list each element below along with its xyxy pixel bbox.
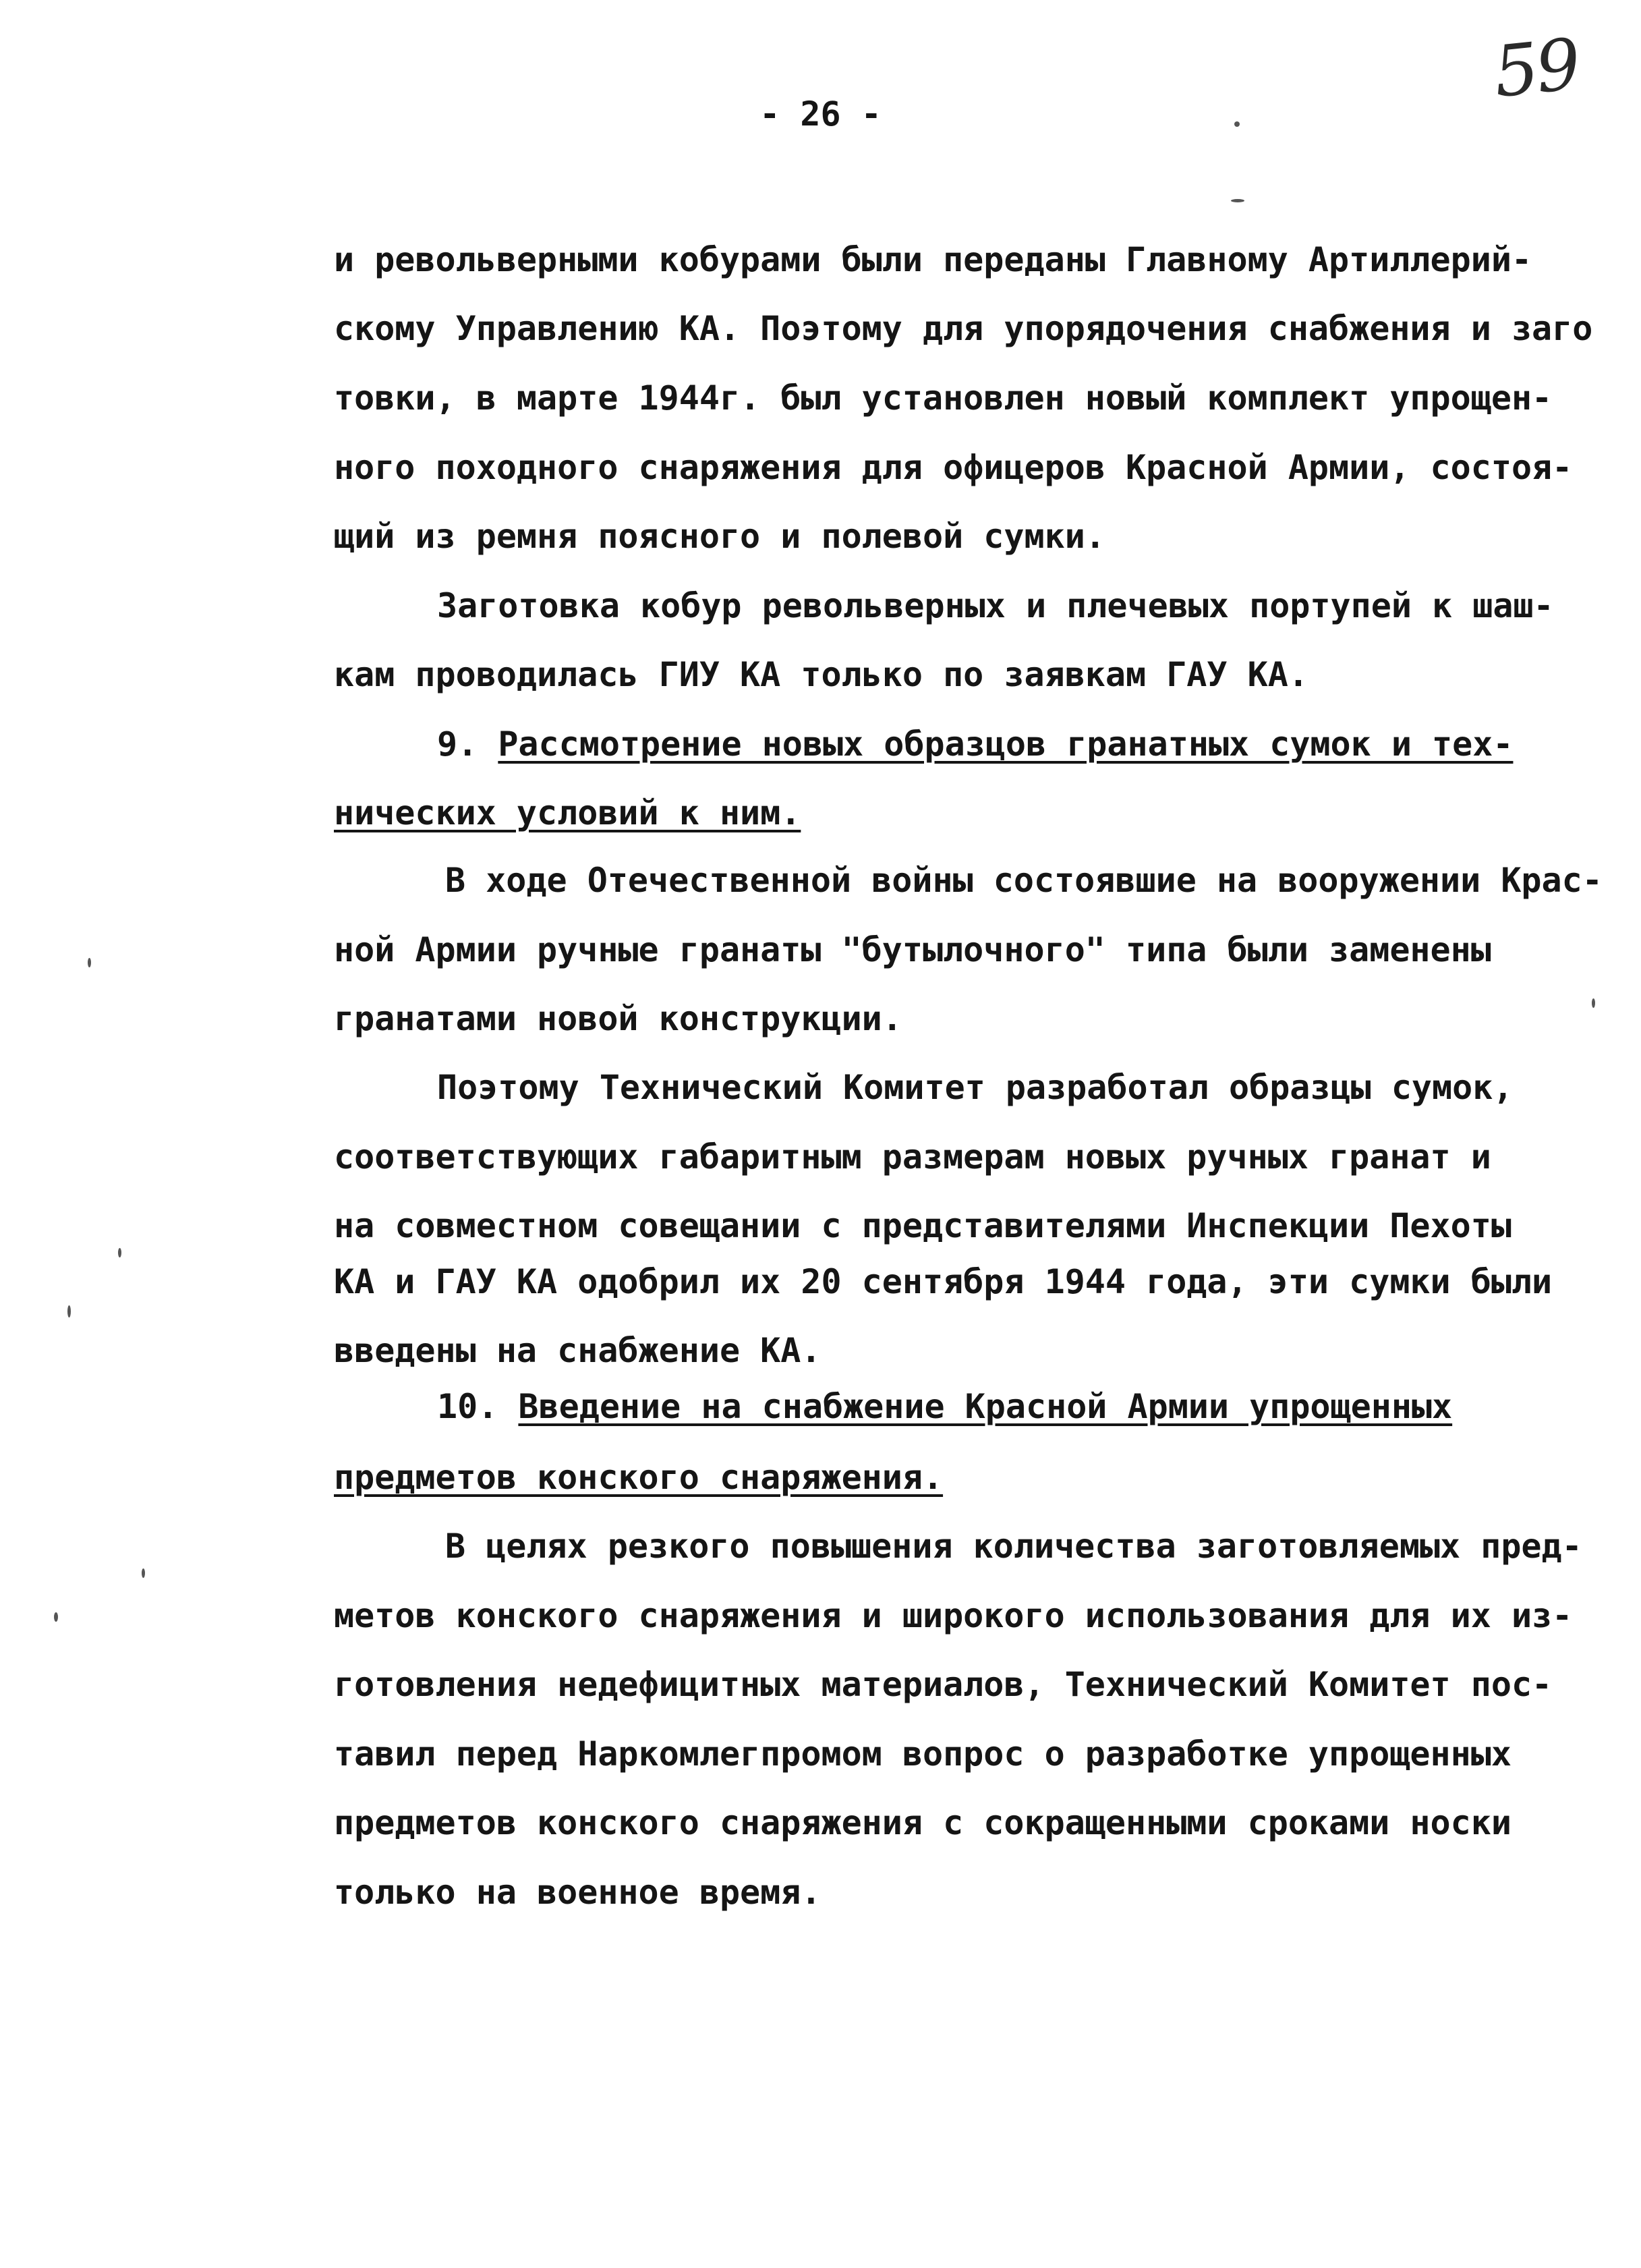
scan-speck [118, 1248, 121, 1257]
text-line: соответствующих габаритным размерам новых ручных гранат и [334, 1137, 1491, 1176]
section-9-heading [437, 724, 1513, 764]
scan-speck [54, 1612, 58, 1622]
text-line: В ходе Отечественной войны состоявшие на вооружении Крас- [445, 861, 1603, 900]
scan-speck [1592, 998, 1595, 1008]
section-9-title-continued: нических условий к ним. [334, 793, 801, 832]
text-line: Поэтому Технический Комитет разработал образцы сумок, [437, 1068, 1514, 1107]
text-line: тавил перед Наркомлегпромом вопрос о разработке упрощенных [334, 1734, 1512, 1774]
section-10-title-continued: предметов конского снаряжения. [334, 1458, 944, 1497]
text-line: ной Армии ручные гранаты "бутылочного" типа были заменены [334, 930, 1491, 969]
scan-speck [88, 958, 91, 967]
section-10-heading [437, 1386, 1452, 1427]
text-line: введены на снабжение КА. [334, 1331, 822, 1370]
text-line: В целях резкого повышения количества заготовляемых пред- [445, 1527, 1582, 1566]
text-line: КА и ГАУ КА одобрил их 20 сентября 1944 года, эти сумки были [334, 1262, 1553, 1301]
text-line: гранатами новой конструкции. [334, 999, 902, 1038]
text-line: предметов конского снаряжения с сокращенными сроками носки [334, 1803, 1512, 1842]
text-line: товки, в марте 1944г. был установлен новый комплект упрощен- [334, 378, 1553, 418]
text-line: на совместном совещании с представителями Инспекции Пехоты [334, 1206, 1512, 1245]
text-line: скому Управлению КА. Поэтому для упорядочения снабжения и заго [334, 309, 1593, 348]
section-9-number: 9. [437, 725, 478, 764]
scan-speck [1234, 121, 1240, 127]
text-line: Заготовка кобур револьверных и плечевых портупей к шаш- [437, 586, 1554, 625]
text-line: только на военное время. [334, 1873, 822, 1912]
scan-speck [1231, 199, 1244, 202]
scan-speck [67, 1305, 71, 1317]
page-number: - 26 - [759, 94, 882, 134]
scan-speck [142, 1568, 145, 1578]
section-10-title: Введение на снабжение Красной Армии упрощенных [518, 1387, 1453, 1426]
section-9-title: Рассмотрение новых образцов гранатных сумок и тех- [498, 725, 1514, 764]
text-line: кам проводилась ГИУ КА только по заявкам ГАУ КА. [334, 655, 1308, 694]
section-10-number: 10. [437, 1387, 498, 1426]
text-line: метов конского снаряжения и широкого использования для их из- [334, 1596, 1573, 1635]
text-line: и револьверными кобурами были переданы Главному Артиллерий- [334, 240, 1532, 279]
text-line: щий из ремня поясного и полевой сумки. [334, 517, 1105, 556]
text-line: ного походного снаряжения для офицеров Красной Армии, состоя- [334, 448, 1573, 487]
text-line: готовления недефицитных материалов, Технический Комитет пос- [334, 1665, 1553, 1704]
handwritten-page-number: 59 [1489, 22, 1582, 114]
